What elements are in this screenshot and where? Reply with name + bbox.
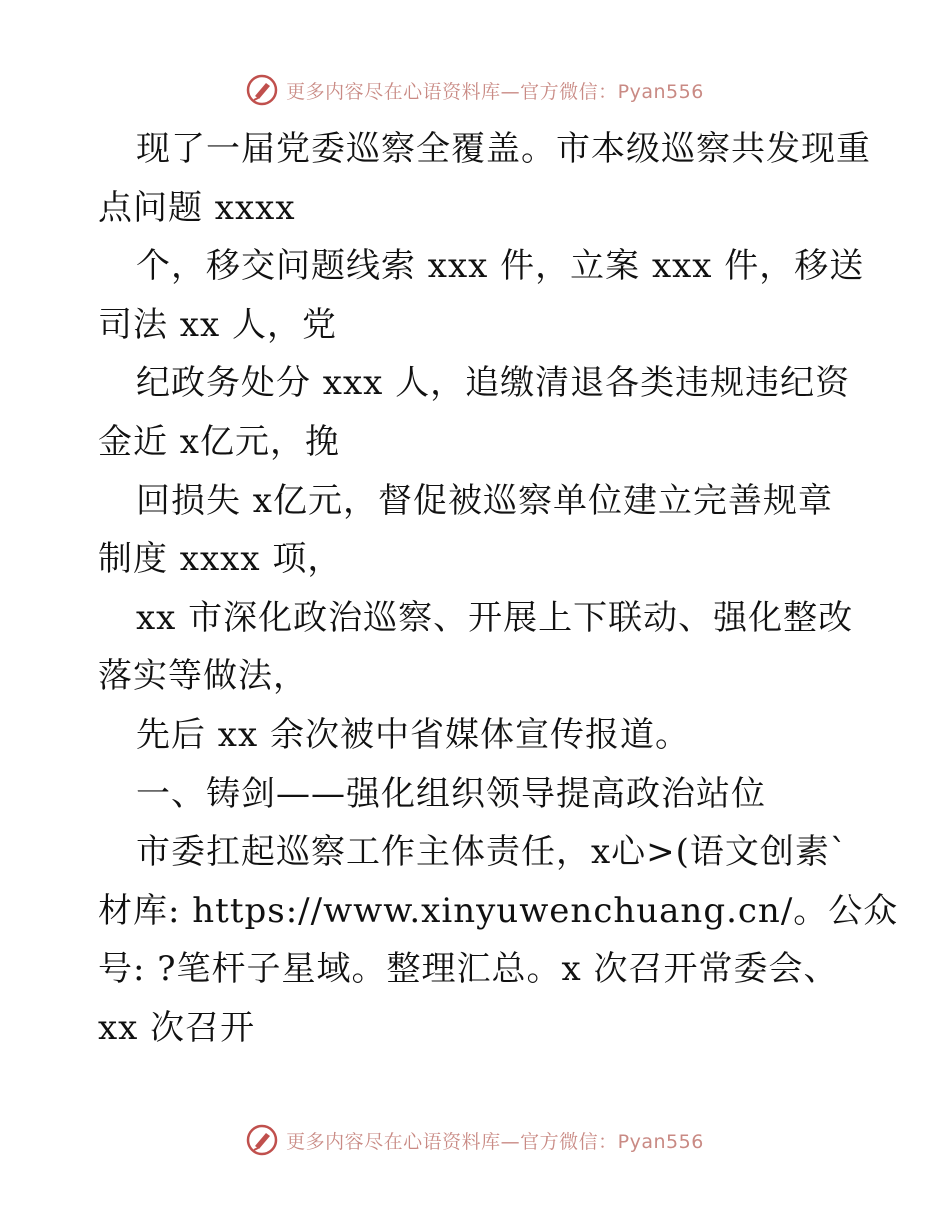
body-line: 先后 xx 余次被中省媒体宣传报道。	[136, 714, 690, 755]
body-line: 回损失 x亿元，督促被巡察单位建立完善规章	[136, 480, 833, 521]
body-line: 金近 x亿元，挽	[98, 421, 340, 462]
pen-seal-logo-icon	[246, 74, 278, 106]
section-heading: 一、铸剑——强化组织领导提高政治站位	[136, 773, 766, 814]
body-line: 号: ?笔杆子星域。整理汇总。x 次召开常委会、	[98, 949, 839, 990]
header-watermark	[0, 70, 950, 110]
pen-seal-logo-icon	[246, 1124, 278, 1156]
body-line: 个，移交问题线索 xxx 件，立案 xxx 件，移送	[136, 246, 865, 287]
body-line: 落实等做法，	[98, 656, 308, 697]
body-line: 点问题 xxxx	[98, 187, 296, 228]
body-line: 纪政务处分 xxx 人，追缴清退各类违规违纪资	[136, 363, 851, 404]
body-line: 现了一届党委巡察全覆盖。市本级巡察共发现重	[136, 129, 871, 169]
watermark-text: 更多内容尽在心语资料库—官方微信：Pyan556	[286, 1130, 704, 1153]
body-line: xx 次召开	[98, 1007, 256, 1048]
body-line: 司法 xx 人，党	[98, 304, 337, 345]
body-line: 材库: https://www.xinyuwenchuang.cn/。公众	[98, 890, 899, 931]
footer-watermark	[0, 1120, 950, 1160]
body-line: xx 市深化政治巡察、开展上下联动、强化整改	[136, 597, 854, 638]
watermark-text: 更多内容尽在心语资料库—官方微信：Pyan556	[286, 80, 704, 103]
body-line: 市委扛起巡察工作主体责任，x心>(语文创素`	[136, 832, 848, 873]
document-body	[98, 120, 899, 1058]
body-line: 制度 xxxx 项，	[98, 539, 343, 580]
